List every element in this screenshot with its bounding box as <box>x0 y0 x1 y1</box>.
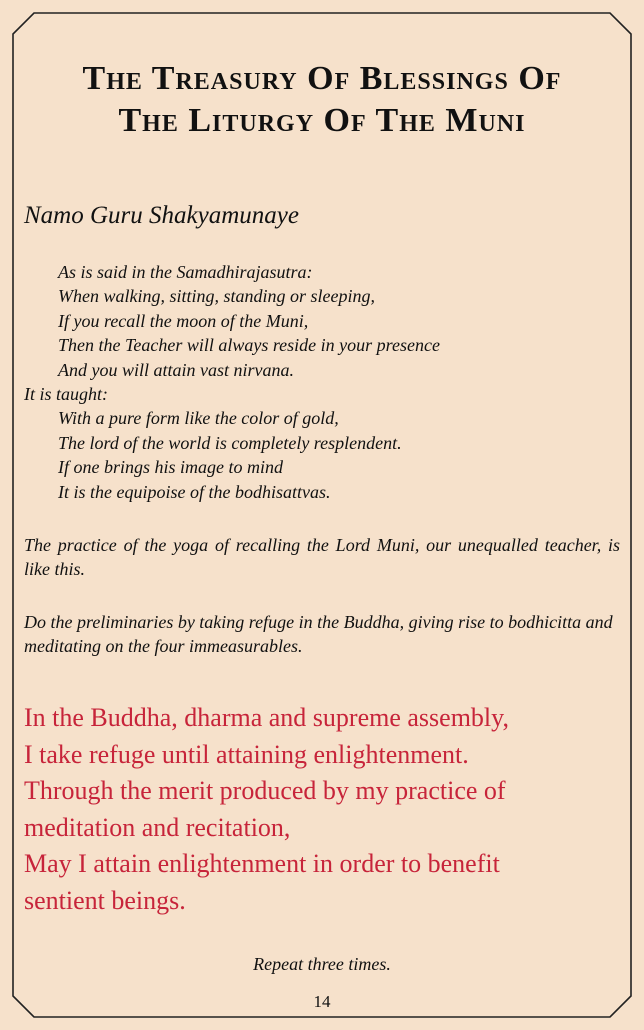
verse-line: Through the merit produced by my practice of <box>24 776 506 806</box>
quote-line: If one brings his image to mind <box>58 457 283 478</box>
page-title <box>0 58 644 142</box>
quote-line: If you recall the moon of the Muni, <box>58 310 309 331</box>
quote-line: The lord of the world is completely resplendent. <box>58 432 402 453</box>
quote-line: Then the Teacher will always reside in your presence <box>58 335 440 356</box>
quote-line: As is said in the Samadhirajasutra: <box>58 262 313 282</box>
verse-line: May I attain enlightenment in order to benefit <box>24 849 500 879</box>
verse-line: meditation and recitation, <box>24 812 291 842</box>
title-line-2: The Liturgy Of The Muni <box>118 102 526 139</box>
practice-paragraph: The practice of the yoga of recalling the Lord Muni, our unequalled teacher, is like this. <box>24 535 620 579</box>
verse-line: sentient beings. <box>24 885 186 915</box>
refuge-verse <box>24 700 624 920</box>
verse-line: I take refuge until attaining enlightenment. <box>24 739 469 769</box>
repeat-note: Repeat three times. <box>253 954 391 974</box>
invocation: Namo Guru Shakyamunaye <box>24 202 299 229</box>
verse-line: In the Buddha, dharma and supreme assembly, <box>24 703 509 732</box>
quote-line: When walking, sitting, standing or sleeping, <box>58 286 375 307</box>
quote-line: It is taught: <box>24 384 108 405</box>
quote-line: It is the equipoise of the bodhisattvas. <box>58 481 331 502</box>
preliminaries-paragraph: Do the preliminaries by taking refuge in the Buddha, giving rise to bodhicitta and meditating on the four immeasurables. <box>24 612 613 656</box>
quote-line: And you will attain vast nirvana. <box>58 359 294 380</box>
quote-block <box>24 260 624 504</box>
page-number: 14 <box>313 992 331 1011</box>
title-line-1: The Treasury Of Blessings Of <box>82 60 562 97</box>
quote-line: With a pure form like the color of gold, <box>58 408 339 429</box>
